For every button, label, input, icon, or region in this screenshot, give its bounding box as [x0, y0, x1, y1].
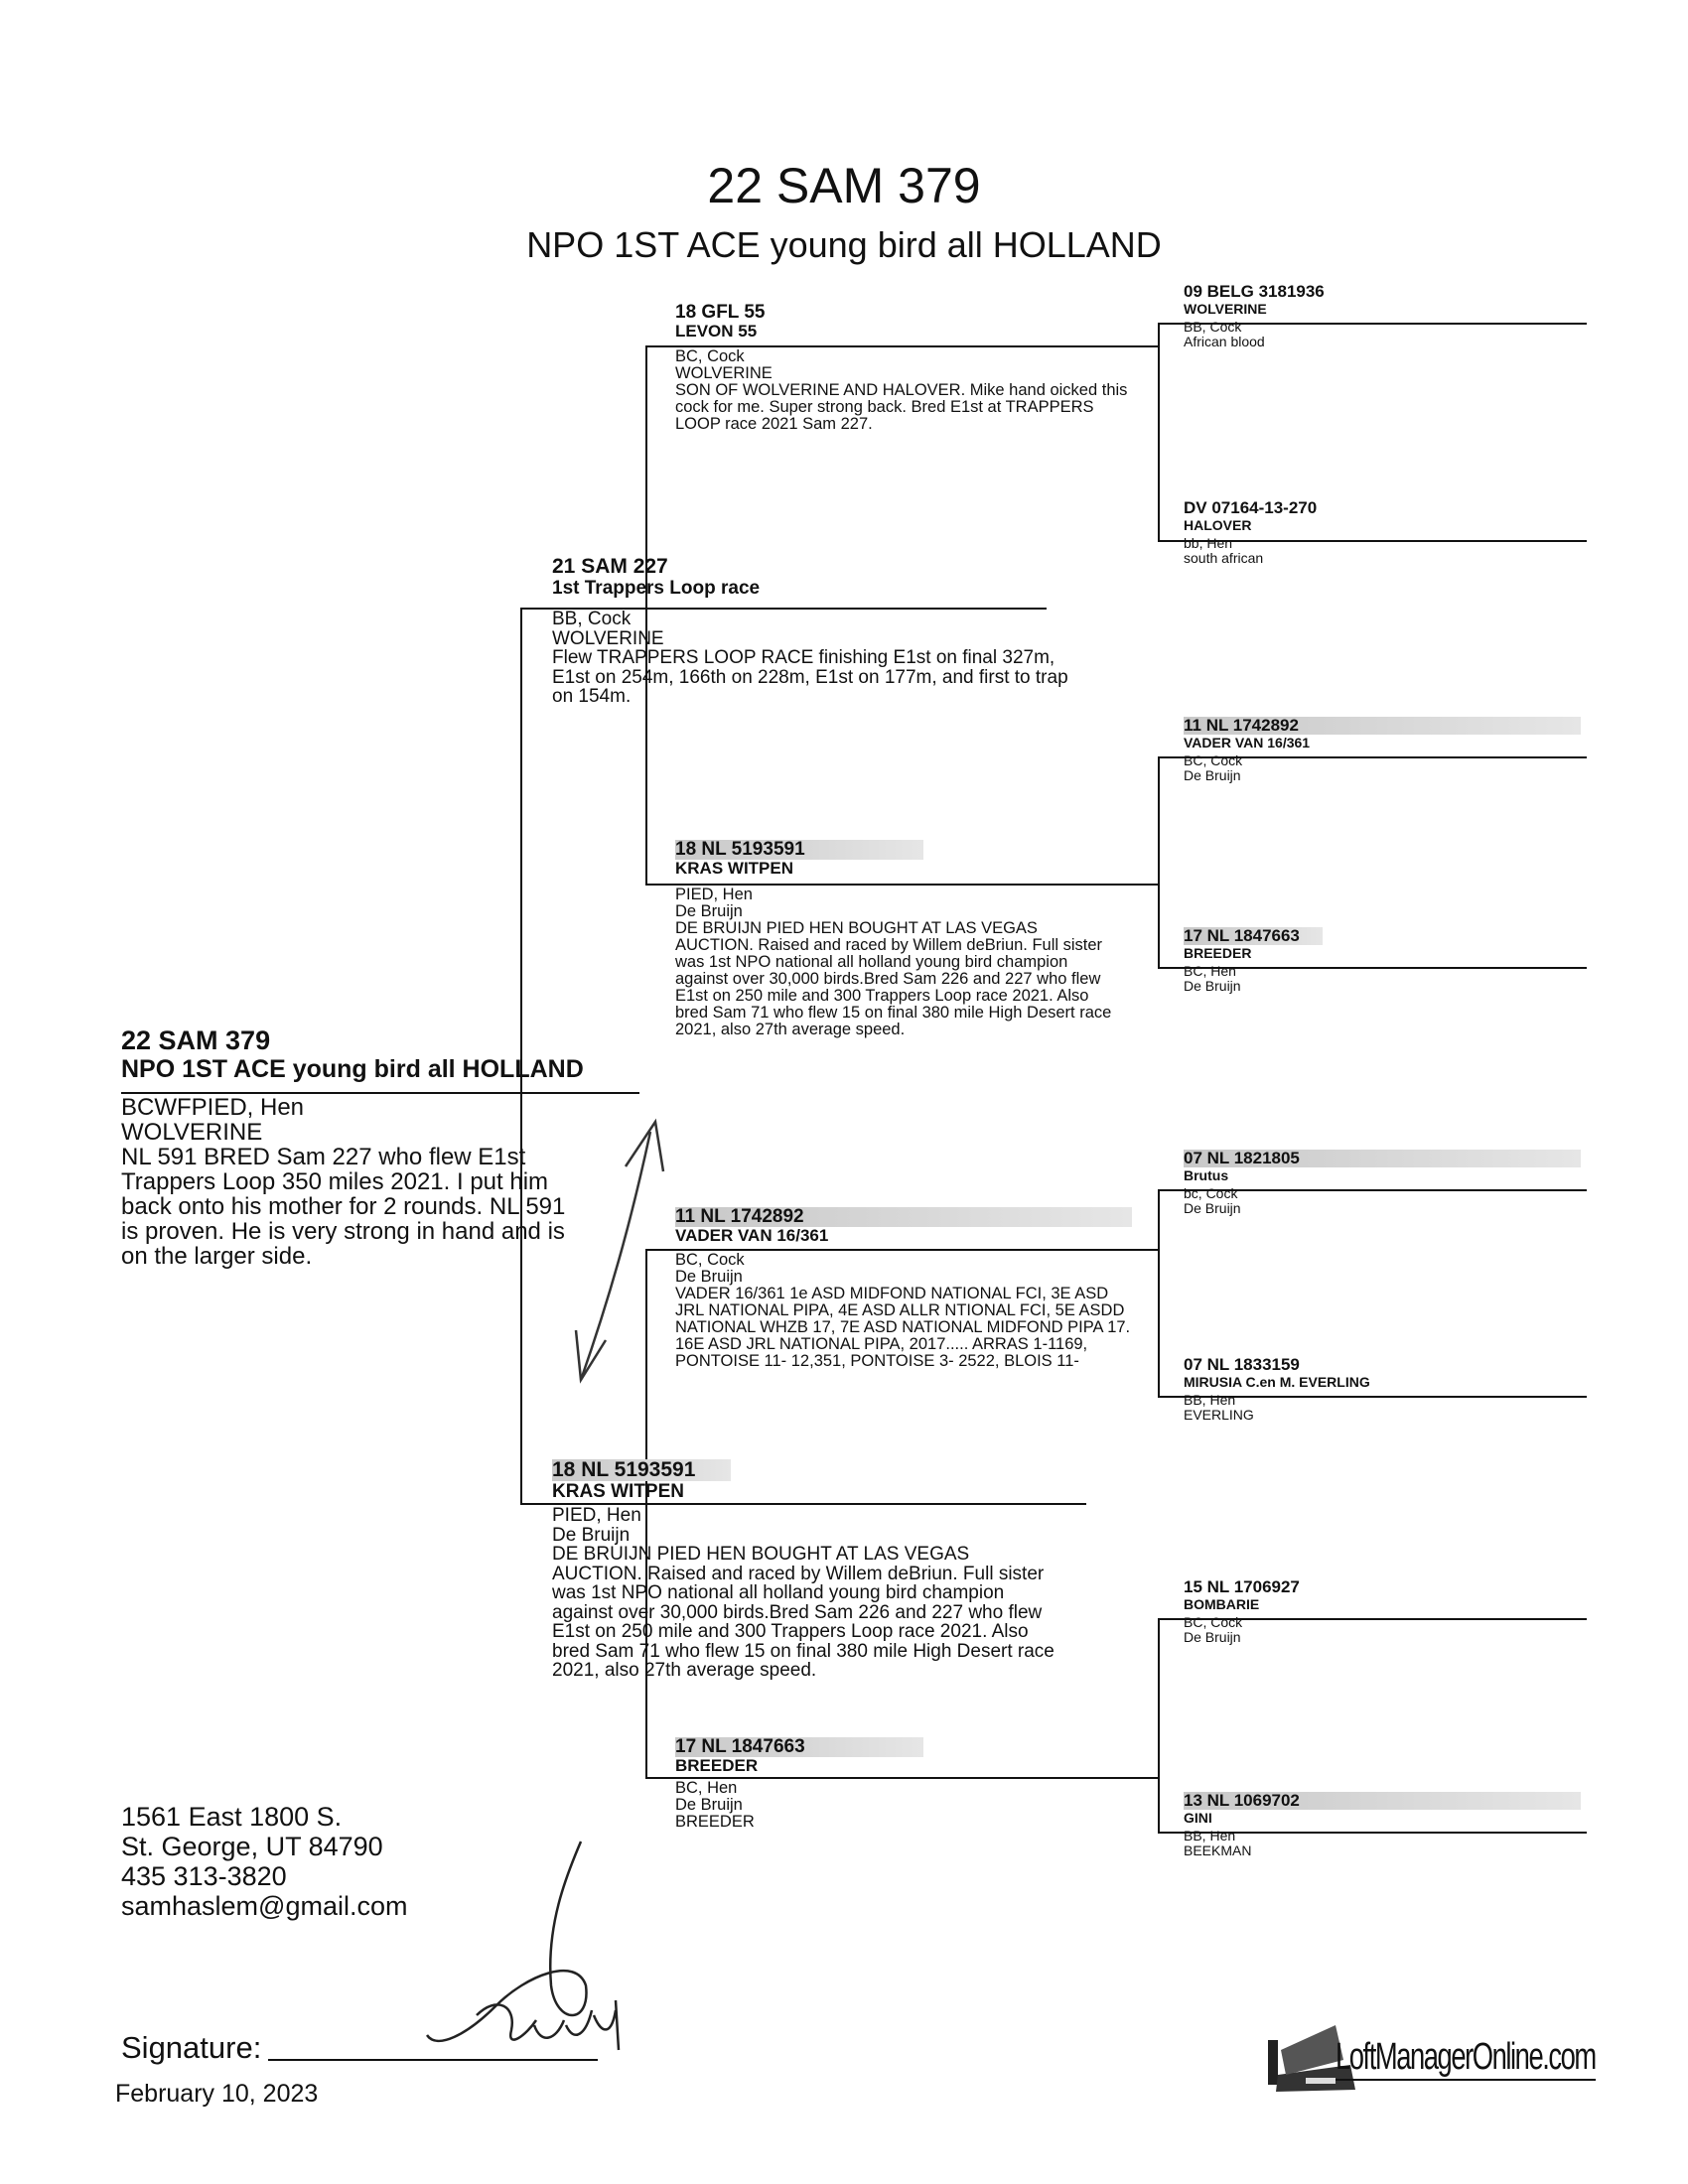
- sire-dam-box: [675, 840, 1132, 878]
- sire-id: 21 SAM 227: [552, 555, 668, 578]
- logo-text: LoftManagerOnline.com: [1336, 2036, 1596, 2081]
- gg-6: [1184, 1356, 1581, 1423]
- sire-dam-bracket: [1158, 756, 1160, 967]
- gg-strain: EVERLING: [1184, 1407, 1254, 1423]
- gg-name: Brutus: [1184, 1167, 1229, 1183]
- page-subtitle: NPO 1ST ACE young bird all HOLLAND: [526, 224, 1162, 265]
- handdrawn-arrow-icon: [556, 1112, 705, 1400]
- gg-name: HALOVER: [1184, 517, 1252, 533]
- dam-sire-color-sex: BC, Cock: [675, 1251, 745, 1269]
- gg-name: VADER VAN 16/361: [1184, 735, 1311, 751]
- subject-name: NPO 1ST ACE young bird all HOLLAND: [121, 1055, 584, 1083]
- sire-name: 1st Trappers Loop race: [552, 578, 761, 599]
- gg-3: [1184, 717, 1581, 783]
- gg-id: 13 NL 1069702: [1184, 1792, 1581, 1810]
- sire-sire-name: LEVON 55: [675, 322, 758, 341]
- gg-5: [1184, 1150, 1581, 1216]
- gg-strain: south african: [1184, 550, 1264, 566]
- gg-color-sex: BB, Cock: [1184, 319, 1242, 335]
- gg-4: [1184, 927, 1581, 994]
- gg-2: [1184, 499, 1581, 566]
- gg-id: 09 BELG 3181936: [1184, 282, 1325, 301]
- gg-strain: De Bruijn: [1184, 1200, 1241, 1216]
- gg-8: [1184, 1792, 1581, 1858]
- gg-name: MIRUSIA C.en M. EVERLING: [1184, 1374, 1370, 1390]
- sire-dam-details: [675, 887, 1112, 1038]
- dam-sire-box: [675, 1207, 1132, 1245]
- subject-notes: NL 591 BRED Sam 227 who flew E1st Trappers Loop 350 miles 2021. I put him back onto his mother for 2 rounds. NL 591 is proven. He is very strong in hand and is on the larger side.: [121, 1144, 566, 1270]
- gg-name: BREEDER: [1184, 945, 1252, 961]
- gg-1: [1184, 283, 1581, 349]
- sire-dam-notes: DE BRUIJN PIED HEN BOUGHT AT LAS VEGAS AUCTION. Raised and raced by Willem deBriun. Full sister was 1st NPO national all holland young bird champion against over 30,000 birds.Bred Sam 226 and 227 who flew E1st on 250 mile and 300 Trappers Loop race 2021. Also bred Sam 71 who flew 15 on final 380 mile High Desert race 2021, also 27th average speed.: [675, 919, 1112, 1038]
- signature-date: February 10, 2023: [115, 2080, 319, 2108]
- subject-details: [121, 1095, 578, 1269]
- gg-color-sex: bc, Cock: [1184, 1185, 1238, 1201]
- dam-sire-details: [675, 1252, 1132, 1370]
- dam-id: 18 NL 5193591: [552, 1459, 731, 1481]
- sire-dam-strain: De Bruijn: [675, 902, 743, 920]
- gg-name: GINI: [1184, 1810, 1212, 1826]
- gg-id: 15 NL 1706927: [1184, 1577, 1300, 1596]
- gg-color-sex: BB, Hen: [1184, 1828, 1236, 1843]
- gg-color-sex: BC, Cock: [1184, 752, 1243, 768]
- gg-strain: De Bruijn: [1184, 978, 1241, 994]
- gg-id: DV 07164-13-270: [1184, 498, 1318, 517]
- gg-strain: De Bruijn: [1184, 767, 1241, 783]
- dam-sire-notes: VADER 16/361 1e ASD MIDFOND NATIONAL FCI, 3E ASD JRL NATIONAL PIPA, 4E ASD ALLR NTIONAL FCI, 5E ASDD NATIONAL WHZB 17, 7E ASD NATIONAL MIDFOND PIPA 17. 16E ASD JRL NATIONAL PIPA, 2017..... ARRAS 1-1169, PONTOISE 11- 12,351, PONTOISE 3- 2522, BLOIS 11-: [675, 1285, 1131, 1370]
- gg-strain: De Bruijn: [1184, 1629, 1241, 1645]
- sire-sire-strain: WOLVERINE: [675, 364, 773, 382]
- contact-block: [121, 1802, 407, 1921]
- gg-color-sex: bb, Hen: [1184, 535, 1233, 551]
- dam-sire-strain: De Bruijn: [675, 1268, 743, 1286]
- gg-color-sex: BB, Hen: [1184, 1392, 1236, 1408]
- sire-dam-name: KRAS WITPEN: [675, 859, 793, 878]
- dam-dam-bracket: [1158, 1618, 1160, 1832]
- gg-id: 07 NL 1821805: [1184, 1150, 1581, 1167]
- dam-dam-details: [675, 1780, 1112, 1831]
- email: samhaslem@gmail.com: [121, 1891, 408, 1921]
- sire-sire-details: [675, 348, 1132, 433]
- sire-sire-box: [675, 303, 1132, 341]
- dam-notes: DE BRUIJN PIED HEN BOUGHT AT LAS VEGAS AUCTION. Raised and raced by Willem deBriun. Full sister was 1st NPO national all holland young bird champion against over 30,000 birds.Bred Sam 226 and 227 who flew E1st on 250 mile and 300 Trappers Loop race 2021. Also bred Sam 71 who flew 15 on final 380 mile High Desert race 2021, also 27th average speed.: [552, 1544, 1055, 1681]
- dam-sire-id: 11 NL 1742892: [675, 1207, 1132, 1227]
- gg-color-sex: BC, Cock: [1184, 1614, 1243, 1630]
- phone: 435 313-3820: [121, 1861, 287, 1891]
- dam-details: [552, 1506, 1060, 1681]
- sire-sire-id: 18 GFL 55: [675, 302, 766, 323]
- gg-id: 07 NL 1833159: [1184, 1355, 1300, 1374]
- subject-color-sex: BCWFPIED, Hen: [121, 1094, 305, 1121]
- gg-strain: BEEKMAN: [1184, 1843, 1252, 1858]
- sire-details: [552, 610, 1068, 707]
- dam-sire-name: VADER VAN 16/361: [675, 1226, 829, 1245]
- dam-name: KRAS WITPEN: [552, 1481, 684, 1502]
- sire-dam-id: 18 NL 5193591: [675, 840, 923, 860]
- sire-sire-bracket: [1158, 323, 1160, 541]
- sire-dam-color-sex: PIED, Hen: [675, 886, 753, 903]
- dam-dam-strain: De Bruijn: [675, 1796, 743, 1814]
- subject-id: 22 SAM 379: [121, 1025, 271, 1055]
- dam-dam-notes: BREEDER: [675, 1813, 755, 1831]
- gg-name: BOMBARIE: [1184, 1596, 1260, 1612]
- page-title: 22 SAM 379: [707, 158, 981, 213]
- dam-sire-bracket: [1158, 1189, 1160, 1396]
- sire-notes: Flew TRAPPERS LOOP RACE finishing E1st on final 327m, E1st on 254m, 166th on 228m, E1st on 177m, and first to trap on 154m.: [552, 647, 1068, 707]
- handwritten-signature[interactable]: [417, 1837, 645, 2075]
- subject-box: [121, 1025, 647, 1083]
- address-line2: St. George, UT 84790: [121, 1832, 383, 1861]
- address-line1: 1561 East 1800 S.: [121, 1802, 343, 1832]
- sire-color-sex: BB, Cock: [552, 609, 632, 629]
- dam-dam-name: BREEDER: [675, 1756, 759, 1775]
- gg-strain: African blood: [1184, 334, 1265, 349]
- dam-dam-id: 17 NL 1847663: [675, 1737, 923, 1757]
- sire-strain: WOLVERINE: [552, 627, 664, 649]
- dam-strain: De Bruijn: [552, 1524, 631, 1546]
- gg-color-sex: BC, Hen: [1184, 963, 1236, 979]
- gg-name: WOLVERINE: [1184, 301, 1267, 317]
- loftmanager-logo[interactable]: [1266, 2020, 1596, 2095]
- gg-id: 11 NL 1742892: [1184, 717, 1581, 735]
- gg-id: 17 NL 1847663: [1184, 927, 1323, 945]
- sire-sire-notes: SON OF WOLVERINE AND HALOVER. Mike hand oicked this cock for me. Super strong back. Bred E1st at TRAPPERS LOOP race 2021 Sam 227.: [675, 381, 1128, 433]
- sire-box: [552, 556, 1029, 599]
- subject-strain: WOLVERINE: [121, 1119, 263, 1146]
- dam-dam-box: [675, 1737, 1132, 1775]
- gg-7: [1184, 1578, 1581, 1645]
- dam-dam-color-sex: BC, Hen: [675, 1779, 738, 1797]
- dam-box: [552, 1459, 1029, 1502]
- sire-sire-color-sex: BC, Cock: [675, 347, 745, 365]
- signature-label: Signature:: [121, 2030, 262, 2065]
- dam-color-sex: PIED, Hen: [552, 1505, 641, 1526]
